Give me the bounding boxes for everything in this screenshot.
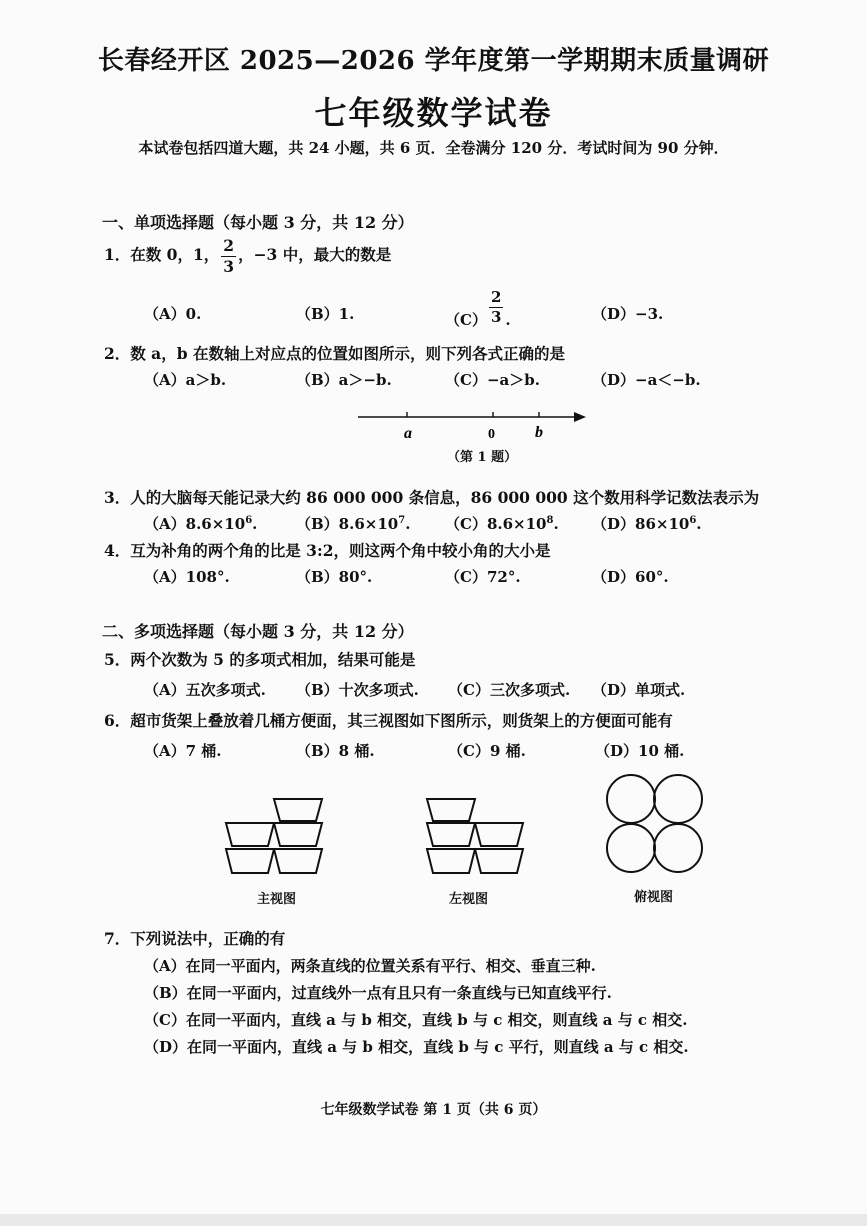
q4-option-c[interactable]: （C）72°. [445, 568, 521, 586]
q1-option-a[interactable]: （A）0. [144, 305, 202, 323]
fraction: $\frac{2}{3}$ [223, 236, 235, 276]
question-7-stem: 7．下列说法中，正确的有 [104, 929, 286, 948]
q3-option-d[interactable]: $(D)86\times 10^6$. [592, 515, 702, 533]
q5-option-a[interactable]: （A）五次多项式. [144, 681, 266, 699]
label-b: b [535, 424, 543, 441]
q2-option-b[interactable]: （B）a＞−b. [296, 371, 392, 389]
top-view-label: 俯视图 [634, 890, 674, 905]
q3-option-a[interactable]: $(A)8.6\times 10^6$. [144, 515, 258, 533]
q4-option-a[interactable]: （A）108°. [144, 568, 230, 586]
bowl-top [274, 799, 322, 821]
q6-option-b[interactable]: （B）8 桶. [296, 742, 375, 760]
circle-top-right [654, 775, 702, 823]
number-line-figure [350, 400, 600, 450]
left-view-label: 左视图 [449, 892, 489, 907]
q7-option-d[interactable]: （D）在同一平面内，直线 a 与 b 相交，直线 b 与 c 平行，则直线 a 与 c 相交. [144, 1038, 689, 1056]
q7-option-b[interactable]: （B）在同一平面内，过直线外一点有且只有一条直线与已知直线平行. [144, 984, 612, 1002]
scan-edge [0, 1214, 867, 1226]
q5-option-d[interactable]: （D）单项式. [592, 681, 686, 699]
q3-option-b[interactable]: $(B)8.6\times 10^7$. [296, 515, 411, 533]
figure-caption: （第 1 题） [447, 450, 518, 465]
bowl-middle-left [226, 823, 274, 846]
q5-option-c[interactable]: （C）三次多项式. [448, 681, 571, 699]
q2-option-c[interactable]: （C）−a＞b. [445, 371, 540, 389]
question-4-stem: 4．互为补角的两个角的比是 3:2，则这两个角中较小角的大小是 [104, 541, 551, 560]
top-view-diagram [604, 770, 708, 880]
circle-top-left [607, 775, 655, 823]
q6-option-d[interactable]: （D）10 桶. [595, 742, 685, 760]
section1-heading: 一、单项选择题（每小题 3 分，共 12 分） [102, 213, 414, 232]
question-1-stem: 1．在数 0，1， $\frac{2}{3}$ ，−3 中，最大的数是 [104, 236, 392, 276]
q2-option-a[interactable]: （A）a＞b. [144, 371, 227, 389]
bowl-bottom-right [274, 849, 322, 873]
section2-heading: 二、多项选择题（每小题 3 分，共 12 分） [102, 622, 414, 641]
bowl-bottom-left [226, 849, 274, 873]
q4-option-b[interactable]: （B）80°. [296, 568, 373, 586]
number-line-arrow [574, 412, 586, 422]
q3-option-c[interactable]: $(C)8.6\times 10^8$. [445, 515, 559, 533]
question-5-stem: 5．两个次数为 5 的多项式相加，结果可能是 [104, 650, 416, 669]
q4-option-d[interactable]: （D）60°. [592, 568, 669, 586]
circle-bottom-right [654, 824, 702, 872]
label-0: 0 [488, 427, 495, 442]
bowl-top [427, 799, 475, 821]
q6-option-c[interactable]: （C）9 桶. [448, 742, 526, 760]
question-3-stem: 3．人的大脑每天能记录大约 86 000 000 条信息，86 000 000 这个数用科学记数法表示为 [104, 488, 760, 507]
front-view-diagram [222, 795, 332, 877]
bowl-middle-right [475, 823, 523, 846]
exam-title-line1: 长春经开区 2025—2026 学年度第一学期期末质量调研 [97, 46, 770, 76]
bowl-middle-left [427, 823, 475, 846]
left-view-diagram [422, 795, 532, 877]
q2-option-d[interactable]: （D）−a＜−b. [592, 371, 701, 389]
front-view-label: 主视图 [257, 892, 297, 907]
q1-option-c[interactable]: （C） $\frac{2}{3}$ . [445, 288, 511, 329]
page-footer: 七年级数学试卷 第 1 页（共 6 页） [320, 1102, 547, 1118]
q1-option-d[interactable]: （D）−3. [592, 305, 664, 323]
exam-title-line2: 七年级数学试卷 [314, 94, 553, 132]
q7-option-c[interactable]: （C）在同一平面内，直线 a 与 b 相交，直线 b 与 c 相交，则直线 a 与 c 相交. [144, 1011, 688, 1029]
question-6-stem: 6．超市货架上叠放着几桶方便面，其三视图如下图所示，则货架上的方便面可能有 [104, 711, 673, 730]
q7-option-a[interactable]: （A）在同一平面内，两条直线的位置关系有平行、相交、垂直三种. [144, 957, 596, 975]
q1-option-b[interactable]: （B）1. [296, 305, 355, 323]
q5-option-b[interactable]: （B）十次多项式. [296, 681, 419, 699]
bowl-middle-right [274, 823, 322, 846]
label-a: a [404, 425, 412, 442]
bowl-bottom-right [475, 849, 523, 873]
circle-bottom-left [607, 824, 655, 872]
exam-instructions: 本试卷包括四道大题，共 24 小题，共 6 页．全卷满分 120 分．考试时间为 90 分钟． [138, 139, 729, 157]
question-2-stem: 2．数 a，b 在数轴上对应点的位置如图所示，则下列各式正确的是 [104, 344, 565, 363]
q6-option-a[interactable]: （A）7 桶. [144, 742, 222, 760]
bowl-bottom-left [427, 849, 475, 873]
